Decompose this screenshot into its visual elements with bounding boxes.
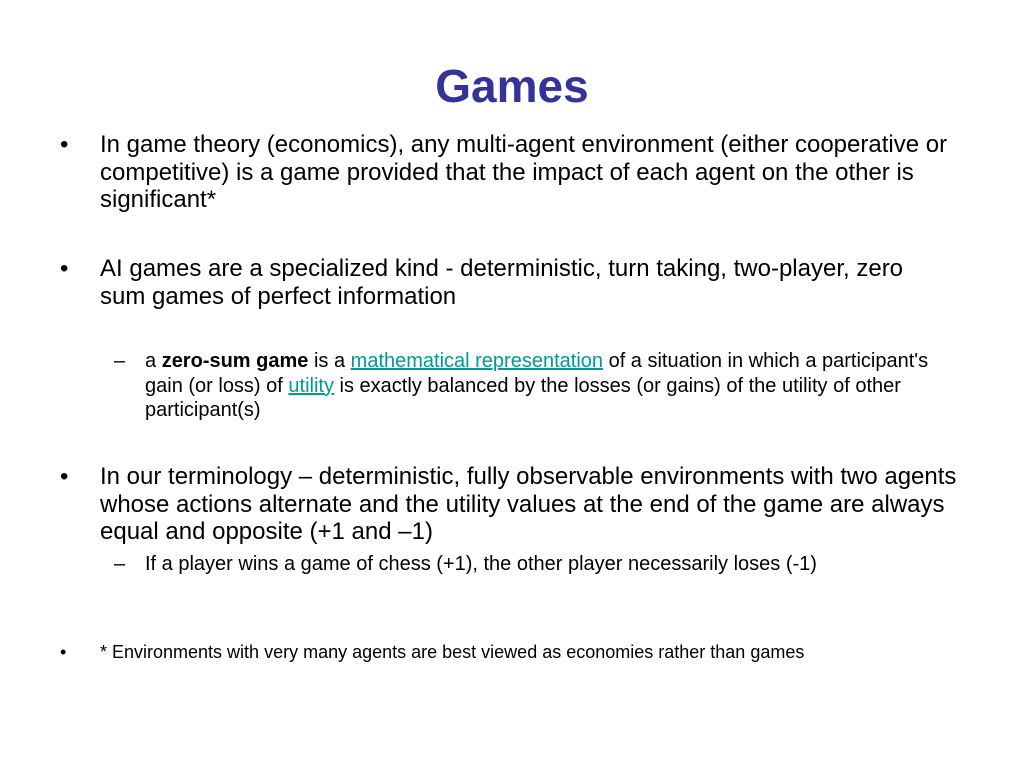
mathematical-representation-link[interactable]: mathematical representation bbox=[350, 350, 604, 372]
sub-bullet-marker: – bbox=[114, 350, 126, 372]
bullet-marker: • bbox=[60, 255, 69, 282]
sub1-post: is exactly balanced by the losses (or gains) of the utility of other participant(s) bbox=[145, 374, 901, 421]
sub-bullet-marker: – bbox=[114, 553, 126, 575]
slide-title: Games bbox=[435, 60, 589, 112]
bullet-text-2: AI games are a specialized kind - deterministic, turn taking, two-player, zero sum games of perfect information bbox=[100, 255, 904, 310]
bullet-marker: • bbox=[60, 131, 69, 158]
sub1-mid1: is a bbox=[308, 350, 351, 372]
sub1-pre: a bbox=[145, 350, 162, 372]
bullet-marker: • bbox=[60, 642, 67, 662]
sub-bullet-text-2: If a player wins a game of chess (+1), the other player necessarily loses (-1) bbox=[145, 553, 817, 575]
sub-bullet-text-1 bbox=[145, 349, 935, 423]
utility-link[interactable]: utility bbox=[288, 374, 334, 397]
bullet-text-1: In game theory (economics), any multi-agent environment (either cooperative or competitive) is a game provided that the impact of each agent on the other is significant* bbox=[100, 131, 948, 213]
footnote-text: * Environments with very many agents are best viewed as economies rather than games bbox=[100, 642, 805, 662]
bullet-text-3: In our terminology – deterministic, fully observable environments with two agents whose actions alternate and the utility values at the end of the game are always equal and opposite (+1 and –1) bbox=[100, 463, 957, 545]
zero-sum-term: zero-sum game bbox=[161, 350, 309, 372]
bullet-marker: • bbox=[60, 463, 69, 490]
sub1-mid2: of a situation in which a participant's gain (or loss) of bbox=[145, 350, 929, 397]
